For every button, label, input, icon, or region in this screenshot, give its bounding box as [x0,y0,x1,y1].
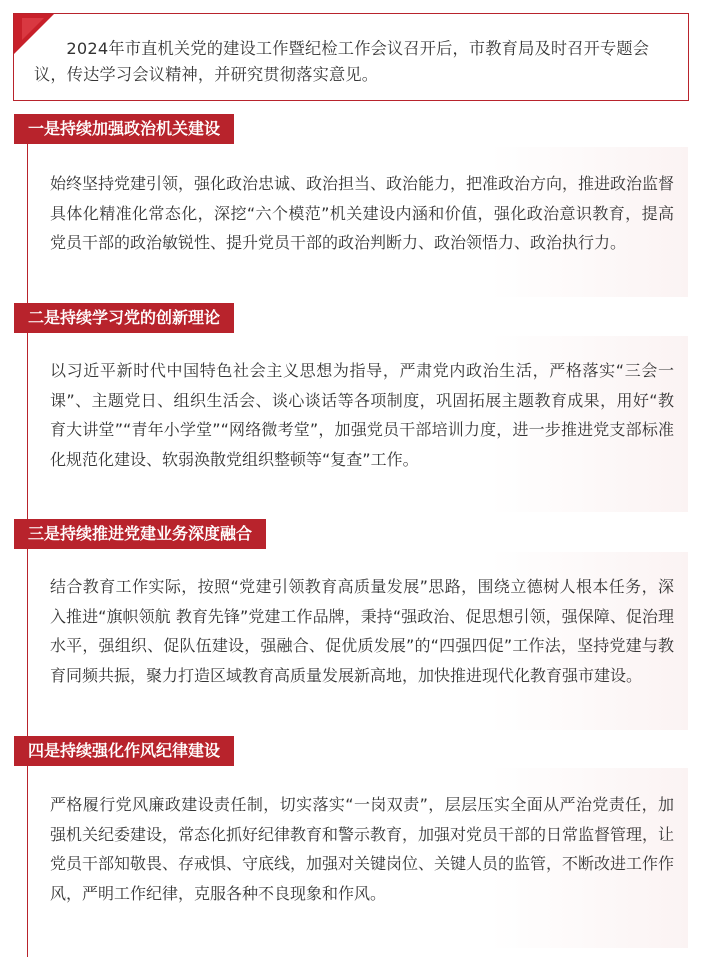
section-2-text: 以习近平新时代中国特色社会主义思想为指导，严肃党内政治生活，严格落实“三会一课”、主题党日、组织生活会、谈心谈话等各项制度，巩固拓展主题教育成果，用好“教育大讲堂”“青年小学堂”“网络微考堂”，加强党员干部培训力度，进一步推进党支部标准化规范化建设、软弱涣散党组织整顿等“复查”工作。 [50,361,674,469]
intro-box [13,13,689,101]
section-2-heading: 二是持续学习党的创新理论 [14,303,234,333]
section-3-body [28,552,688,730]
section-4-heading: 四是持续强化作风纪律建设 [14,736,234,766]
intro-text: 2024年市直机关党的建设工作暨纪检工作会议召开后，市教育局及时召开专题会议，传达学习会议精神，并研究贯彻落实意见。 [34,39,650,84]
section-2-body [28,336,688,512]
section-4-body [28,768,688,948]
section-1-heading: 一是持续加强政治机关建设 [14,114,234,144]
section-1-body [28,147,688,297]
section-3-text: 结合教育工作实际，按照“党建引领教育高质量发展”思路，围绕立德树人根本任务，深入推进“旗帜领航 教育先锋”党建工作品牌，秉持“强政治、促思想引领，强保障、促治理水平，强组织、促队伍建设，强融合、促优质发展”的“四强四促”工作法，坚持党建与教育同频共振，聚力打造区域教育高质量发展新高地，加快推进现代化教育强市建设。 [50,577,674,685]
section-3-heading: 三是持续推进党建业务深度融合 [14,519,266,549]
section-1-text: 始终坚持党建引领，强化政治忠诚、政治担当、政治能力，把准政治方向，推进政治监督具体化精准化常态化，深挖“六个模范”机关建设内涵和价值，强化政治意识教育，提高党员干部的政治敏锐性、提升党员干部的政治判断力、政治领悟力、政治执行力。 [50,174,675,252]
section-4-text: 严格履行党风廉政建设责任制，切实落实“一岗双责”，层层压实全面从严治党责任，加强机关纪委建设，常态化抓好纪律教育和警示教育，加强对党员干部的日常监督管理，让党员干部知敬畏、存戒惧、守底线，加强对关键岗位、关键人员的监管，不断改进工作作风，严明工作纪律，克服各种不良现象和作风。 [50,795,675,903]
